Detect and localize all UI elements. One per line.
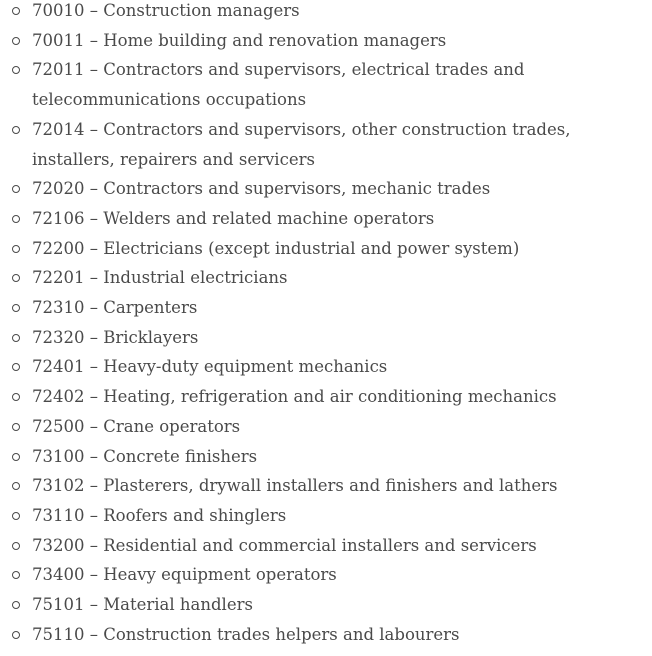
list-item xyxy=(0,293,652,323)
bullet-icon xyxy=(12,304,20,312)
occupation-title: Electricians (except industrial and power system) xyxy=(103,238,520,258)
list-item xyxy=(0,352,652,382)
separator: – xyxy=(84,595,104,615)
occupation-title: Construction trades helpers and labourers xyxy=(103,624,460,644)
list-item xyxy=(0,0,652,26)
separator: – xyxy=(84,624,104,644)
separator: – xyxy=(84,505,104,525)
occupation-code: 73110 xyxy=(32,505,85,525)
occupation-code: 73100 xyxy=(32,446,85,466)
separator: – xyxy=(84,238,104,258)
occupation-title: Residential and commercial installers and servicers xyxy=(103,535,537,555)
list-item xyxy=(0,234,652,264)
occupation-title: Construction managers xyxy=(103,1,300,20)
bullet-icon xyxy=(12,37,20,45)
occupation-code: 73400 xyxy=(32,565,85,585)
separator: – xyxy=(84,416,104,436)
bullet-icon xyxy=(12,334,20,342)
occupation-code: 72106 xyxy=(32,208,85,228)
bullet-icon xyxy=(12,274,20,282)
occupation-title: Material handlers xyxy=(103,595,253,615)
occupation-code: 72401 xyxy=(32,357,85,377)
bullet-icon xyxy=(12,363,20,371)
separator: – xyxy=(84,298,104,318)
occupation-title: Carpenters xyxy=(103,298,198,318)
separator: – xyxy=(84,476,104,496)
occupation-code: 72020 xyxy=(32,179,85,199)
occupation-title: Plasterers, drywall installers and finishers and lathers xyxy=(103,476,558,496)
occupation-title: Crane operators xyxy=(103,416,241,436)
occupation-code: 72310 xyxy=(32,298,85,318)
bullet-icon xyxy=(12,215,20,223)
occupation-title: Welders and related machine operators xyxy=(103,208,435,228)
bullet-icon xyxy=(12,601,20,609)
separator: – xyxy=(84,387,104,407)
separator: – xyxy=(84,357,104,377)
bullet-icon xyxy=(12,423,20,431)
occupation-code: 72011 xyxy=(32,60,85,80)
occupation-code: 72320 xyxy=(32,327,85,347)
occupation-title: Contractors and supervisors, electrical trades and telecommunications occupations xyxy=(32,60,525,110)
separator: – xyxy=(84,565,104,585)
separator: – xyxy=(84,446,104,466)
list-item xyxy=(0,501,652,531)
occupation-code: 70010 xyxy=(32,1,85,20)
list-item xyxy=(0,204,652,234)
bullet-icon xyxy=(12,512,20,520)
occupation-code: 72201 xyxy=(32,268,85,288)
occupation-code: 75110 xyxy=(32,624,85,644)
bullet-icon xyxy=(12,631,20,639)
occupation-title: Contractors and supervisors, other construction trades, installers, repairers and servicers xyxy=(32,119,571,169)
occupation-title: Industrial electricians xyxy=(103,268,288,288)
occupation-title: Heavy-duty equipment mechanics xyxy=(103,357,388,377)
list-item xyxy=(0,174,652,204)
separator: – xyxy=(84,60,104,80)
bullet-icon xyxy=(12,542,20,550)
list-item xyxy=(0,412,652,442)
occupation-code: 73102 xyxy=(32,476,85,496)
separator: – xyxy=(84,1,104,20)
separator: – xyxy=(84,268,104,288)
bullet-icon xyxy=(12,245,20,253)
list-item xyxy=(0,590,652,620)
occupation-title: Heavy equipment operators xyxy=(103,565,337,585)
occupation-title: Heating, refrigeration and air conditioning mechanics xyxy=(103,387,557,407)
bullet-icon xyxy=(12,126,20,134)
separator: – xyxy=(84,327,104,347)
occupation-code: 75101 xyxy=(32,595,85,615)
occupation-title: Contractors and supervisors, mechanic trades xyxy=(103,179,491,199)
bullet-icon xyxy=(12,66,20,74)
separator: – xyxy=(84,179,104,199)
occupation-code: 72402 xyxy=(32,387,85,407)
list-item xyxy=(0,263,652,293)
separator: – xyxy=(84,208,104,228)
bullet-icon xyxy=(12,185,20,193)
separator: – xyxy=(84,30,104,50)
list-item xyxy=(0,115,652,174)
occupation-code: 72200 xyxy=(32,238,85,258)
occupation-title: Concrete finishers xyxy=(103,446,258,466)
list-item xyxy=(0,323,652,353)
occupation-code: 72014 xyxy=(32,119,85,139)
occupation-code: 72500 xyxy=(32,416,85,436)
bullet-icon xyxy=(12,453,20,461)
occupation-title: Home building and renovation managers xyxy=(103,30,447,50)
list-item xyxy=(0,531,652,561)
occupation-title: Bricklayers xyxy=(103,327,199,347)
occupation-code: 73200 xyxy=(32,535,85,555)
list-item xyxy=(0,26,652,56)
bullet-icon xyxy=(12,482,20,490)
list-item xyxy=(0,55,652,114)
list-item xyxy=(0,560,652,590)
list-item xyxy=(0,382,652,412)
occupation-code: 70011 xyxy=(32,30,85,50)
bullet-icon xyxy=(12,571,20,579)
list-item xyxy=(0,620,652,650)
separator: – xyxy=(84,535,104,555)
separator: – xyxy=(84,119,104,139)
bullet-icon xyxy=(12,7,20,15)
list-item xyxy=(0,442,652,472)
occupation-title: Roofers and shinglers xyxy=(103,505,287,525)
list-item xyxy=(0,471,652,501)
bullet-icon xyxy=(12,393,20,401)
